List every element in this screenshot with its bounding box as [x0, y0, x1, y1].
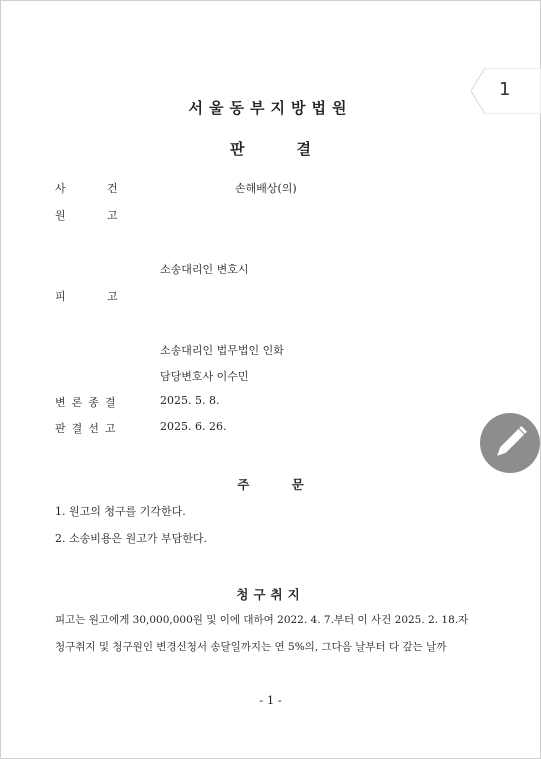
- case-label: 사 건: [55, 182, 118, 195]
- hearing-end-label: 변론종결: [55, 396, 122, 409]
- hearing-end-date: 2025. 5. 8.: [160, 394, 220, 407]
- claim-title: 청구취지: [236, 587, 305, 602]
- pencil-icon: [480, 413, 540, 473]
- edit-button[interactable]: [480, 413, 540, 473]
- claim-line-2: 청구취지 및 청구원인 변경신청서 송달일까지는 연 5%의, 그다음 날부터 다 갚는 날까: [55, 641, 447, 653]
- order-item-1: 1. 원고의 청구를 기각한다.: [55, 505, 186, 518]
- page-number: 1: [499, 79, 511, 100]
- order-item-2: 2. 소송비용은 원고가 부담한다.: [55, 532, 207, 545]
- case-name: 손해배상(의): [235, 182, 297, 195]
- defendant-attorney: 담당변호사 이수민: [160, 370, 249, 383]
- plaintiff-agent: 소송대리인 변호시: [160, 263, 249, 276]
- defendant-agent: 소송대리인 법무법인 인화: [160, 344, 284, 357]
- title-char-1: 판: [230, 140, 245, 158]
- judgment-date-label: 판결선고: [55, 422, 122, 435]
- court-name: 서울동부지방법원: [188, 99, 353, 117]
- defendant-label: 피 고: [55, 290, 118, 303]
- judgment-date: 2025. 6. 26.: [160, 420, 227, 433]
- plaintiff-label: 원 고: [55, 209, 118, 222]
- claim-line-1: 피고는 원고에게 30,000,000원 및 이에 대하여 2022. 4. 7.부터 이 사건 2025. 2. 18.자: [55, 614, 469, 626]
- title-char-2: 결: [296, 140, 311, 158]
- document-title: [0, 138, 541, 159]
- order-title: 주 문: [237, 477, 304, 492]
- page-footer: - 1 -: [259, 693, 282, 707]
